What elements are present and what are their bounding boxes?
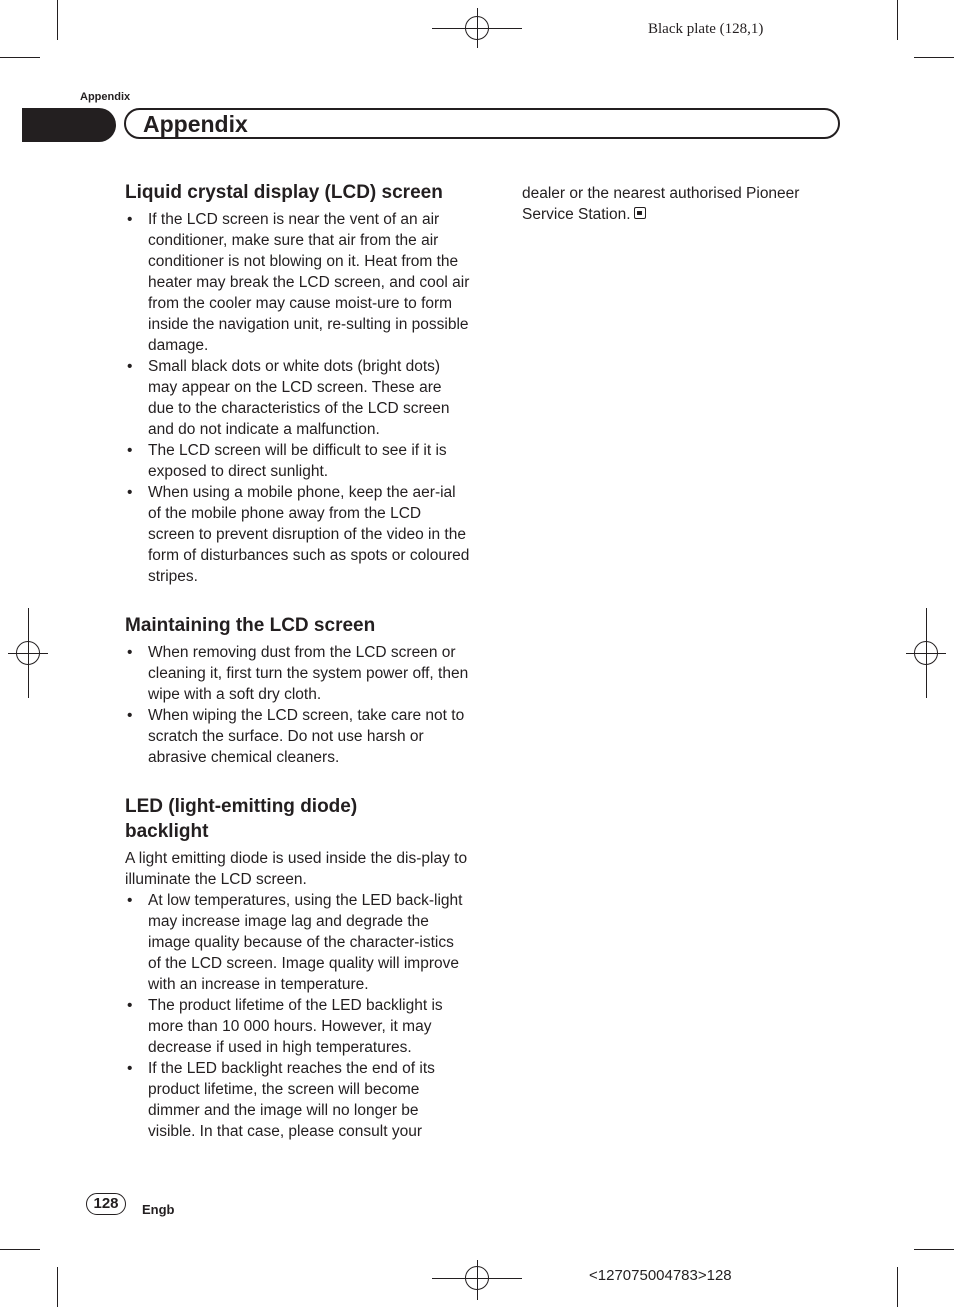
section-heading: Liquid crystal display (LCD) screen <box>125 182 443 203</box>
section-label: Appendix <box>80 91 131 103</box>
paragraph: A light emitting diode is used inside the dis-play to illuminate the LCD screen. <box>125 850 468 888</box>
section-heading: LED (light-emitting diode) backlight <box>125 796 358 842</box>
crop-mark <box>897 0 898 40</box>
crop-mark <box>914 57 954 58</box>
crop-mark <box>0 57 40 58</box>
list-item: • The product lifetime of the LED backlight is more than 10 000 hours. However, it may decrease if used in high temperatures. <box>125 995 470 1058</box>
plate-label: Black plate (128,1) <box>648 21 764 37</box>
crop-mark <box>57 0 58 40</box>
list-item: • When removing dust from the LCD screen or cleaning it, first turn the system power off, then wipe with a soft dry cloth. <box>125 642 470 705</box>
crop-mark <box>897 1267 898 1307</box>
crop-mark <box>57 1267 58 1307</box>
left-column <box>125 180 470 1168</box>
continued-text: dealer or the nearest authorised Pioneer Service Station. <box>522 185 800 223</box>
list-item: • If the LED backlight reaches the end of its product lifetime, the screen will become dimmer and the image will no longer be visible. In that case, please consult your <box>125 1058 470 1142</box>
bullet-list <box>125 642 470 768</box>
crop-mark <box>914 1249 954 1250</box>
right-column <box>522 183 842 225</box>
section-heading: Maintaining the LCD screen <box>125 615 376 636</box>
bullet-list <box>125 209 470 587</box>
maintain-section <box>125 613 470 768</box>
lcd-section <box>125 180 470 587</box>
bullet-list <box>125 890 470 1142</box>
chapter-tab <box>22 108 116 142</box>
registration-circle <box>914 641 938 665</box>
list-item: • The LCD screen will be difficult to see if it is exposed to direct sunlight. <box>125 440 470 482</box>
page-number: 128 <box>86 1193 126 1215</box>
registration-circle <box>465 1266 489 1290</box>
list-item: • Small black dots or white dots (bright dots) may appear on the LCD screen. These are due to the characteristics of the LCD screen and do not indicate a malfunction. <box>125 356 470 440</box>
crop-mark <box>0 1249 40 1250</box>
registration-circle <box>465 16 489 40</box>
list-item: • When wiping the LCD screen, take care not to scratch the surface. Do not use harsh or abrasive chemical cleaners. <box>125 705 470 768</box>
chapter-title-box <box>124 108 840 139</box>
paragraph <box>522 183 842 225</box>
list-item: • When using a mobile phone, keep the aer-ial of the mobile phone away from the LCD screen to prevent disruption of the video in the form of disturbances such as spots or coloured stripes. <box>125 482 470 587</box>
page-title: Appendix <box>143 111 248 137</box>
document-code: <127075004783>128 <box>589 1267 732 1284</box>
led-section <box>125 794 470 1142</box>
language-code: Engb <box>142 1202 175 1217</box>
registration-circle <box>16 641 40 665</box>
list-item: • At low temperatures, using the LED back-light may increase image lag and degrade the image quality because of the character-istics of the LCD screen. Image quality will improve with an increase in temperature. <box>125 890 470 995</box>
list-item: • If the LCD screen is near the vent of an air conditioner, make sure that air from the air conditioner is not blowing on it. Heat from the heater may break the LCD screen, and cool air from the cooler may cause moist-ure to form inside the navigation unit, re-sulting in possible damage. <box>125 209 470 356</box>
end-mark-icon <box>634 207 646 219</box>
